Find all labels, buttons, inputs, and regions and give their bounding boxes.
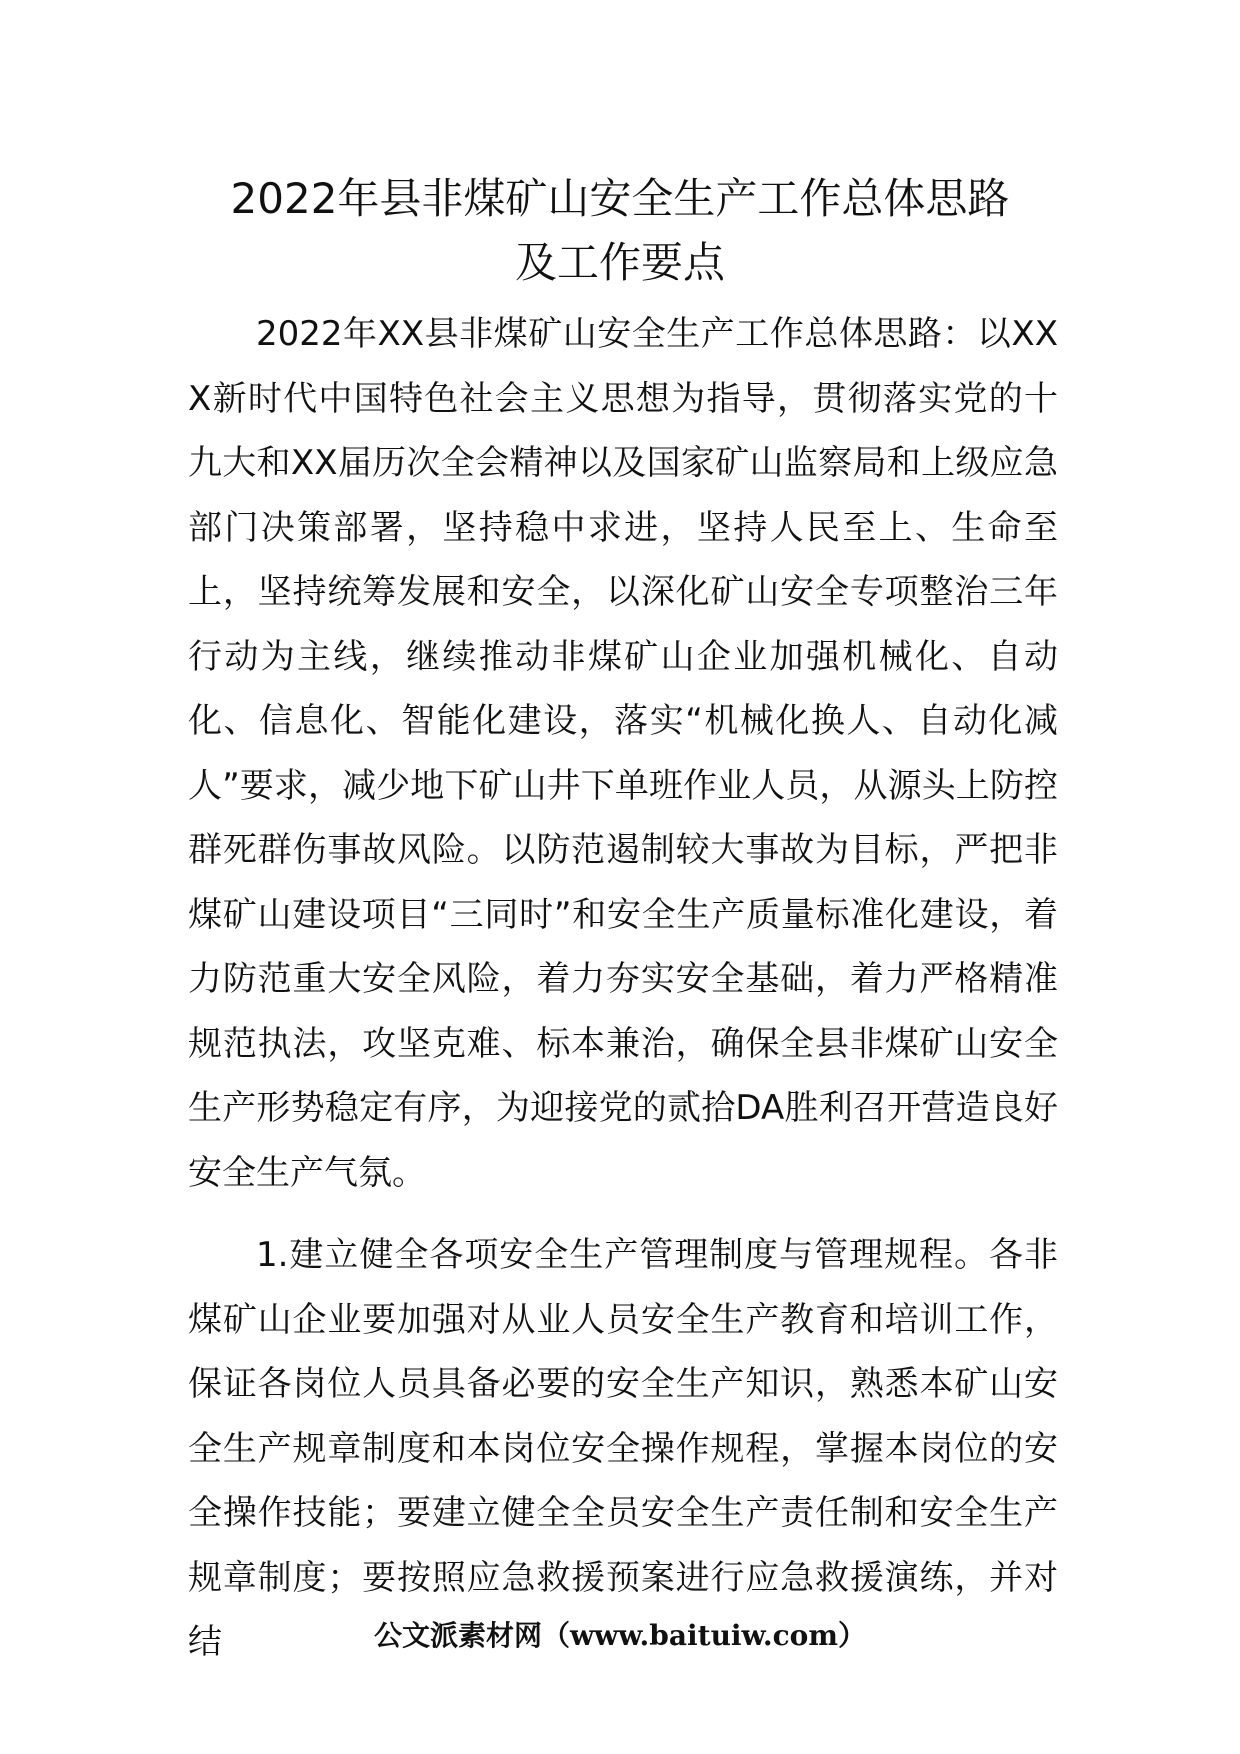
document-body	[188, 302, 1058, 1675]
document-title-line-2: 及工作要点	[514, 238, 725, 287]
document-title-line-1: 2022年县非煤矿山安全生产工作总体思路	[230, 174, 1010, 223]
paragraph-point-1: 1.建立健全各项安全生产管理制度与管理规程。各非煤矿山企业要加强对从业人员安全生产教育和培训工作，保证各岗位人员具备必要的安全生产知识，熟悉本矿山安全生产规章制度和本岗位安全操作规程，掌握本岗位的安全操作技能；要建立健全全员安全生产责任制和安全生产规章制度；要按照应急救援预案进行应急救援演练，并对结	[188, 1235, 1058, 1662]
paragraph-overall-approach: 2022年XX县非煤矿山安全生产工作总体思路：以XXX新时代中国特色社会主义思想为指导，贯彻落实党的十九大和XX届历次全会精神以及国家矿山监察局和上级应急部门决策部署，坚持稳中求进，坚持人民至上、生命至上，坚持统筹发展和安全，以深化矿山安全专项整治三年行动为主线，继续推动非煤矿山企业加强机械化、自动化、信息化、智能化建设，落实“机械化换人、自动化减人”要求，减少地下矿山井下单班作业人员，从源头上防控群死群伤事故风险。以防范遏制较大事故为目标，严把非煤矿山建设项目“三同时”和安全生产质量标准化建设，着力防范重大安全风险，着力夯实安全基础，着力严格精准规范执法，攻坚克难、标本兼治，确保全县非煤矿山安全生产形势稳定有序，为迎接党的贰拾DA胜利召开营造良好安全生产气氛。	[188, 314, 1058, 1193]
source-watermark-footer: 公文派素材网（www.baituiw.com）	[374, 1619, 866, 1652]
